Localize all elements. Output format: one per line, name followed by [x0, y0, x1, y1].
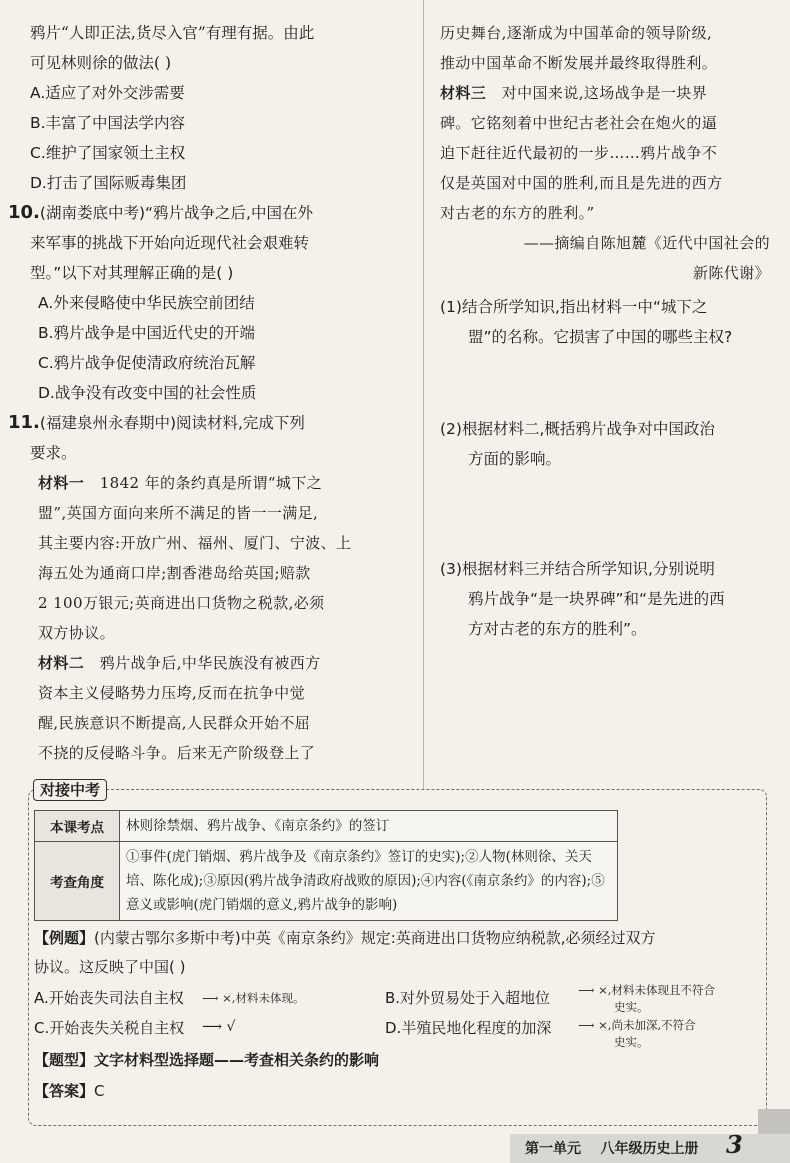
q10-line: (湖南娄底中考)“鸦片战争之后,中国在外 — [39, 204, 313, 222]
material-2-line — [30, 648, 410, 678]
q11-line: 要求。 — [30, 444, 77, 462]
source-citation: 新陈代谢》 — [692, 264, 770, 282]
material-1-line: 其主要内容:开放广州、福州、厦门、宁波、上 — [38, 534, 352, 552]
q9-line: 可见林则徐的做法( ) — [30, 54, 172, 72]
table-cell: ①事件(虎门销烟、鸦片战争及《南京条约》签订的史实);②人物(林则徐、关天培、陈化成);③原因(鸦片战争清政府战败的原因);④内容(《南京条约》的内容);⑤意义或影响(虎门销烟的意义,鸦片战争的影响) — [120, 842, 618, 921]
q10-option-d: D.战争没有改变中国的社会性质 — [38, 384, 257, 402]
q10-line: 型。”以下对其理解正确的是( ) — [30, 264, 234, 282]
note-text: ×,材料未体现。 — [222, 991, 305, 1005]
material-1-line: 2 100万银元;英商进出口货物之税款,必须 — [38, 594, 325, 612]
example-tag: 【例题】 — [34, 929, 95, 947]
option-d-note — [578, 1017, 696, 1051]
q9-option-a: A.适应了对外交涉需要 — [30, 84, 185, 102]
material-1-text: 1842 年的条约真是所谓“城下之 — [99, 474, 323, 492]
material-3-line: 迫下赶往近代最初的一步……鸦片战争不 — [440, 144, 718, 162]
material-2-label: 材料二 — [38, 654, 85, 672]
example-text: (内蒙古鄂尔多斯中考)中英《南京条约》规定:英商进出口货物应纳税款,必须经过双方 — [94, 929, 656, 947]
q9-option-c: C.维护了国家领土主权 — [30, 144, 186, 162]
sub-question-2: (2)根据材料二,概括鸦片战争对中国政治 — [440, 420, 715, 438]
right-column — [440, 18, 770, 644]
q9-option-d: D.打击了国际贩毒集团 — [30, 174, 187, 192]
material-1-line: 盟”,英国方面向来所不满足的皆一一满足, — [38, 504, 319, 522]
material-3-line: 对古老的东方的胜利。” — [440, 204, 595, 222]
column-divider — [423, 0, 424, 790]
table-row — [35, 811, 618, 842]
answer — [34, 1080, 105, 1101]
box-title: 对接中考 — [33, 779, 107, 801]
example-option-d: D.半殖民地化程度的加深 — [385, 1019, 552, 1037]
note-text: ×,尚未加深,不符合 — [598, 1018, 696, 1032]
example-block — [34, 924, 764, 982]
sub-question-3: 鸦片战争“是一块界碑”和“是先进的西 — [468, 590, 725, 608]
example-text: 协议。这反映了中国( ) — [34, 958, 186, 976]
arrow-icon: ⟶ — [578, 983, 599, 997]
note-text: 史实。 — [614, 1035, 649, 1049]
source-citation: ——摘编自陈旭麓《近代中国社会的 — [523, 234, 770, 252]
q11-stem — [8, 408, 410, 438]
material-2-line: 历史舞台,逐渐成为中国革命的领导阶级, — [440, 24, 713, 42]
question-type — [34, 1049, 379, 1070]
example-option-c: C.开始丧失关税自主权 — [34, 1019, 185, 1037]
material-3-line: 碑。它铭刻着中世纪古老社会在炮火的逼 — [440, 114, 718, 132]
arrow-icon: ⟶ — [202, 1019, 227, 1035]
answer-tag: 【答案】 — [34, 1082, 95, 1100]
key-points-table — [34, 810, 618, 921]
q9-line: 鸦片“人即正法,货尽入官”有理有据。由此 — [30, 24, 315, 42]
q10-stem — [8, 198, 410, 228]
material-2-line: 不挠的反侵略斗争。后来无产阶级登上了 — [38, 744, 316, 762]
material-3-line: 仅是英国对中国的胜利,而且是先进的西方 — [440, 174, 723, 192]
material-1-line: 双方协议。 — [38, 624, 116, 642]
sub-question-1: 盟”的名称。它损害了中国的哪些主权? — [468, 328, 733, 346]
note-text: ×,材料未体现且不符合 — [598, 983, 715, 997]
footer-text: 第一单元 八年级历史上册 — [525, 1141, 699, 1157]
material-3-label: 材料三 — [440, 84, 487, 102]
page-number: 3 — [726, 1130, 743, 1159]
example-option-a: A.开始丧失司法自主权 — [34, 989, 184, 1007]
option-a-note — [202, 990, 304, 1007]
table-header: 本课考点 — [35, 811, 120, 842]
material-3-text: 对中国来说,这场战争是一块界 — [501, 84, 708, 102]
material-2-line: 推动中国革命不断发展并最终取得胜利。 — [440, 54, 718, 72]
material-2-text: 鸦片战争后,中华民族没有被西方 — [99, 654, 321, 672]
material-1-label: 材料一 — [38, 474, 85, 492]
type-text: 文字材料型选择题——考查相关条约的影响 — [94, 1051, 380, 1069]
example-stem — [34, 924, 764, 953]
q10-number: 10. — [8, 202, 40, 223]
table-row — [35, 842, 618, 921]
table-cell: 林则徐禁烟、鸦片战争、《南京条约》的签订 — [120, 811, 618, 842]
option-c-note — [202, 1019, 235, 1036]
q10-option-a: A.外来侵略使中华民族空前团结 — [38, 294, 255, 312]
q10-option-c: C.鸦片战争促使清政府统治瓦解 — [38, 354, 256, 372]
left-column — [8, 18, 410, 768]
note-text: 史实。 — [614, 1000, 649, 1014]
type-tag: 【题型】 — [34, 1051, 95, 1069]
material-1-line: 海五处为通商口岸;割香港岛给英国;赔款 — [38, 564, 311, 582]
check-mark: √ — [226, 1019, 236, 1035]
sub-question-2: 方面的影响。 — [468, 450, 562, 468]
arrow-icon: ⟶ — [202, 991, 223, 1005]
option-b-note — [578, 982, 715, 1016]
answer-text: C — [94, 1082, 105, 1100]
q10-option-b: B.鸦片战争是中国近代史的开端 — [38, 324, 256, 342]
arrow-icon: ⟶ — [578, 1018, 599, 1032]
q9-option-b: B.丰富了中国法学内容 — [30, 114, 186, 132]
example-option-b: B.对外贸易处于入超地位 — [385, 989, 551, 1007]
table-header: 考查角度 — [35, 842, 120, 921]
q10-line: 来军事的挑战下开始向近现代社会艰难转 — [30, 234, 310, 252]
material-2-line: 醒,民族意识不断提高,人民群众开始不屈 — [38, 714, 311, 732]
corner-tab — [758, 1109, 790, 1134]
q11-line: (福建泉州永春期中)阅读材料,完成下列 — [39, 414, 305, 432]
sub-question-1: (1)结合所学知识,指出材料一中“城下之 — [440, 298, 708, 316]
sub-question-3: 方对古老的东方的胜利”。 — [468, 620, 647, 638]
sub-question-3: (3)根据材料三并结合所学知识,分别说明 — [440, 560, 715, 578]
q11-number: 11. — [8, 412, 40, 433]
material-2-line: 资本主义侵略势力压垮,反而在抗争中觉 — [38, 684, 305, 702]
material-3-line — [440, 78, 770, 108]
material-1-line — [30, 468, 410, 498]
